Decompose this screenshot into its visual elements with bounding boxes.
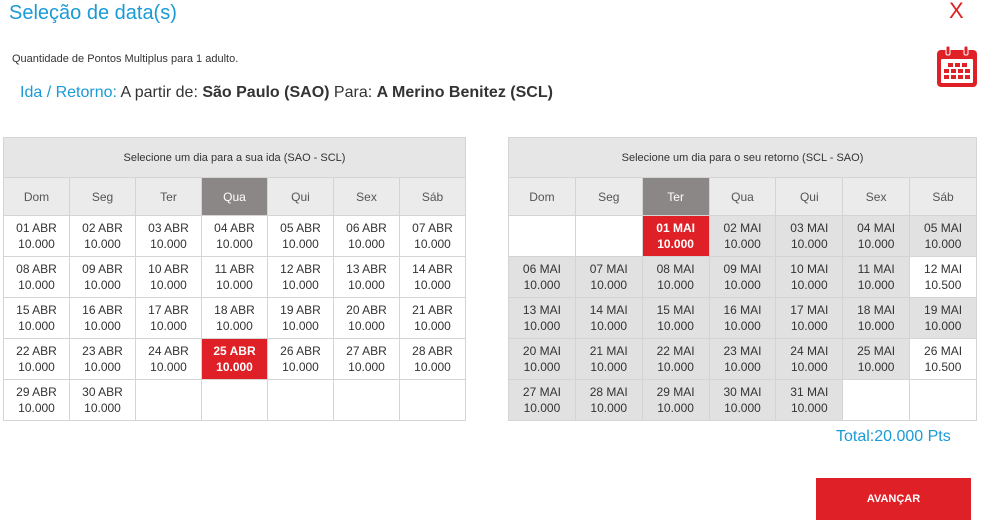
weekday-header: Ter: [642, 178, 709, 216]
day-points: 10.000: [724, 401, 761, 415]
day-cell[interactable]: [575, 298, 642, 339]
calendar-week-row: [4, 216, 466, 257]
day-cell[interactable]: [70, 339, 136, 380]
day-date: 04 MAI: [857, 221, 896, 235]
day-date: 06 MAI: [522, 262, 561, 276]
day-cell[interactable]: [400, 216, 466, 257]
day-cell[interactable]: [776, 380, 843, 421]
day-points: 10.000: [282, 319, 319, 333]
day-cell[interactable]: [70, 216, 136, 257]
day-date: 20 MAI: [522, 344, 561, 358]
weekday-row: [509, 178, 977, 216]
day-date: 19 ABR: [280, 303, 321, 317]
day-points: 10.000: [414, 237, 451, 251]
day-points: 10.000: [348, 237, 385, 251]
day-points: 10.000: [724, 360, 761, 374]
empty-day-cell: [509, 216, 576, 257]
day-cell[interactable]: [776, 339, 843, 380]
day-points: 10.000: [857, 237, 895, 251]
origin-city: São Paulo (SAO): [202, 84, 330, 101]
day-date: 21 ABR: [412, 303, 453, 317]
day-points: 10.000: [84, 401, 121, 415]
day-date: 28 MAI: [589, 385, 628, 399]
next-button[interactable]: AVANÇAR: [816, 478, 971, 520]
day-cell[interactable]: [575, 257, 642, 298]
day-points: 10.000: [216, 360, 253, 374]
calendar-week-row: [509, 380, 977, 421]
weekday-header: Qui: [268, 178, 334, 216]
day-date: 29 MAI: [656, 385, 695, 399]
day-date: 25 ABR: [213, 344, 256, 358]
day-points: 10.000: [282, 360, 319, 374]
day-points: 10.000: [84, 278, 121, 292]
route-summary: [20, 84, 553, 102]
day-points: 10.000: [657, 237, 694, 251]
day-date: 09 ABR: [82, 262, 123, 276]
day-cell[interactable]: [268, 298, 334, 339]
day-cell[interactable]: [268, 216, 334, 257]
empty-day-cell: [334, 380, 400, 421]
day-date: 27 ABR: [346, 344, 387, 358]
day-cell[interactable]: [202, 257, 268, 298]
day-cell[interactable]: [70, 380, 136, 421]
day-points: 10.000: [790, 237, 828, 251]
day-cell[interactable]: [400, 257, 466, 298]
day-cell[interactable]: [843, 298, 910, 339]
calendar-week-row: [509, 339, 977, 380]
day-date: 03 MAI: [790, 221, 829, 235]
return-calendar-heading: Selecione um dia para o seu retorno (SCL - SAO): [509, 138, 977, 178]
day-points: 10.000: [724, 319, 761, 333]
day-cell[interactable]: [4, 216, 70, 257]
day-points: 10.000: [924, 237, 962, 251]
day-points: 10.000: [348, 319, 385, 333]
day-cell[interactable]: [642, 298, 709, 339]
day-cell[interactable]: [709, 339, 776, 380]
day-date: 14 ABR: [412, 262, 453, 276]
day-cell[interactable]: [709, 216, 776, 257]
day-cell[interactable]: [334, 216, 400, 257]
day-date: 15 MAI: [656, 303, 695, 317]
day-date: 11 MAI: [857, 262, 895, 276]
day-points: 10.000: [857, 360, 895, 374]
day-points: 10.000: [790, 278, 828, 292]
day-points: 10.000: [414, 319, 451, 333]
day-date: 30 MAI: [723, 385, 762, 399]
day-date: 07 MAI: [589, 262, 628, 276]
day-cell[interactable]: [910, 298, 977, 339]
day-cell[interactable]: [4, 298, 70, 339]
day-date: 30 ABR: [82, 385, 123, 399]
day-date: 14 MAI: [589, 303, 628, 317]
day-date: 16 MAI: [723, 303, 762, 317]
day-date: 05 ABR: [280, 221, 321, 235]
weekday-header: Dom: [509, 178, 576, 216]
day-date: 26 MAI: [924, 344, 963, 358]
calendar-week-row: [509, 216, 977, 257]
route-type-label: Ida / Retorno:: [20, 84, 117, 101]
day-date: 29 ABR: [16, 385, 57, 399]
calendar-week-row: [509, 257, 977, 298]
day-date: 26 ABR: [280, 344, 321, 358]
day-cell[interactable]: [202, 298, 268, 339]
day-date: 18 ABR: [214, 303, 255, 317]
weekday-header: Dom: [4, 178, 70, 216]
day-date: 28 ABR: [412, 344, 453, 358]
weekday-header: Seg: [70, 178, 136, 216]
calendar-icon[interactable]: [936, 46, 978, 88]
selected-day-cell[interactable]: [642, 216, 709, 257]
day-points: 10.000: [150, 319, 187, 333]
day-points: 10.000: [657, 278, 694, 292]
day-date: 23 ABR: [82, 344, 123, 358]
day-date: 01 ABR: [16, 221, 57, 235]
day-cell[interactable]: [268, 339, 334, 380]
weekday-header: Qua: [709, 178, 776, 216]
weekday-row: [4, 178, 466, 216]
day-cell[interactable]: [910, 257, 977, 298]
day-cell[interactable]: [4, 380, 70, 421]
day-date: 13 MAI: [522, 303, 561, 317]
day-date: 18 MAI: [857, 303, 896, 317]
day-cell[interactable]: [509, 298, 576, 339]
day-cell[interactable]: [709, 298, 776, 339]
day-points: 10.000: [590, 401, 628, 415]
day-date: 31 MAI: [790, 385, 829, 399]
empty-day-cell: [843, 380, 910, 421]
empty-day-cell: [136, 380, 202, 421]
day-date: 11 ABR: [214, 262, 255, 276]
day-cell[interactable]: [642, 257, 709, 298]
day-points: 10.000: [657, 360, 694, 374]
day-date: 03 ABR: [148, 221, 189, 235]
day-cell[interactable]: [509, 380, 576, 421]
day-points: 10.000: [282, 278, 319, 292]
day-cell[interactable]: [70, 298, 136, 339]
day-points: 10.000: [414, 278, 451, 292]
day-cell[interactable]: [509, 257, 576, 298]
empty-day-cell: [202, 380, 268, 421]
day-cell[interactable]: [776, 216, 843, 257]
day-cell[interactable]: [910, 216, 977, 257]
day-date: 27 MAI: [522, 385, 561, 399]
destination-city: A Merino Benitez (SCL): [376, 84, 553, 101]
weekday-header: Sáb: [400, 178, 466, 216]
day-points: 10.000: [84, 360, 121, 374]
day-cell[interactable]: [709, 257, 776, 298]
empty-day-cell: [268, 380, 334, 421]
day-points: 10.000: [150, 237, 187, 251]
day-cell[interactable]: [910, 339, 977, 380]
day-points: 10.000: [857, 278, 895, 292]
day-points: 10.000: [857, 319, 895, 333]
outbound-calendar-heading: Selecione um dia para a sua ida (SAO - SCL): [4, 138, 466, 178]
weekday-header: Sáb: [910, 178, 977, 216]
day-date: 20 ABR: [346, 303, 387, 317]
day-points: 10.000: [523, 401, 561, 415]
day-points: 10.000: [18, 319, 55, 333]
day-cell[interactable]: [136, 339, 202, 380]
day-date: 21 MAI: [589, 344, 628, 358]
day-cell[interactable]: [136, 298, 202, 339]
day-date: 09 MAI: [723, 262, 762, 276]
day-date: 02 ABR: [82, 221, 123, 235]
day-points: 10.000: [523, 319, 561, 333]
day-date: 12 MAI: [924, 262, 963, 276]
day-points: 10.500: [924, 360, 962, 374]
day-cell[interactable]: [642, 380, 709, 421]
day-cell[interactable]: [575, 380, 642, 421]
day-cell[interactable]: [776, 257, 843, 298]
day-date: 10 ABR: [148, 262, 189, 276]
day-date: 17 ABR: [148, 303, 189, 317]
day-date: 06 ABR: [346, 221, 387, 235]
day-points: 10.000: [150, 360, 187, 374]
day-date: 23 MAI: [723, 344, 762, 358]
day-date: 05 MAI: [924, 221, 963, 235]
day-date: 22 MAI: [656, 344, 695, 358]
day-points: 10.000: [657, 319, 694, 333]
day-cell[interactable]: [4, 339, 70, 380]
day-date: 24 ABR: [148, 344, 189, 358]
day-points: 10.000: [790, 360, 828, 374]
day-points: 10.000: [590, 319, 628, 333]
day-points: 10.000: [348, 278, 385, 292]
day-cell[interactable]: [400, 298, 466, 339]
day-date: 25 MAI: [857, 344, 896, 358]
day-points: 10.000: [523, 360, 561, 374]
from-label: A partir de:: [120, 84, 198, 101]
total-points: Total:20.000 Pts: [836, 428, 951, 445]
weekday-header: Qua: [202, 178, 268, 216]
day-points: 10.500: [924, 278, 962, 292]
day-cell[interactable]: [776, 298, 843, 339]
day-cell[interactable]: [575, 339, 642, 380]
day-points: 10.000: [216, 237, 253, 251]
outbound-calendar: [3, 137, 466, 421]
day-points: 10.000: [414, 360, 451, 374]
day-date: 12 ABR: [280, 262, 321, 276]
weekday-header: Sex: [843, 178, 910, 216]
day-cell[interactable]: [843, 216, 910, 257]
weekday-header: Ter: [136, 178, 202, 216]
empty-day-cell: [400, 380, 466, 421]
day-points: 10.000: [657, 401, 694, 415]
day-points: 10.000: [84, 319, 121, 333]
weekday-header: Sex: [334, 178, 400, 216]
day-date: 02 MAI: [723, 221, 762, 235]
day-cell[interactable]: [334, 298, 400, 339]
calendar-week-row: [4, 298, 466, 339]
day-points: 10.000: [216, 278, 253, 292]
day-date: 22 ABR: [16, 344, 57, 358]
weekday-header: Seg: [575, 178, 642, 216]
day-points: 10.000: [282, 237, 319, 251]
calendar-week-row: [509, 298, 977, 339]
calendar-week-row: [4, 380, 466, 421]
weekday-header: Qui: [776, 178, 843, 216]
day-cell[interactable]: [268, 257, 334, 298]
day-date: 08 MAI: [656, 262, 695, 276]
points-subtitle: Quantidade de Pontos Multiplus para 1 adulto.: [12, 53, 239, 65]
day-date: 16 ABR: [82, 303, 123, 317]
day-date: 01 MAI: [656, 221, 695, 235]
day-date: 04 ABR: [214, 221, 255, 235]
day-points: 10.000: [18, 237, 55, 251]
day-points: 10.000: [724, 278, 761, 292]
day-cell[interactable]: [70, 257, 136, 298]
day-cell[interactable]: [136, 257, 202, 298]
day-points: 10.000: [150, 278, 187, 292]
day-points: 10.000: [790, 319, 828, 333]
day-points: 10.000: [590, 360, 628, 374]
close-icon[interactable]: X: [949, 0, 964, 23]
day-date: 17 MAI: [790, 303, 829, 317]
day-cell[interactable]: [843, 339, 910, 380]
return-calendar: [508, 137, 977, 421]
day-cell[interactable]: [843, 257, 910, 298]
day-cell[interactable]: [202, 216, 268, 257]
day-points: 10.000: [790, 401, 828, 415]
day-cell[interactable]: [509, 339, 576, 380]
day-date: 15 ABR: [16, 303, 57, 317]
day-points: 10.000: [216, 319, 253, 333]
dialog-title: Seleção de data(s): [9, 2, 177, 24]
to-label: Para:: [333, 84, 373, 101]
day-points: 10.000: [924, 319, 962, 333]
day-date: 13 ABR: [346, 262, 387, 276]
day-date: 19 MAI: [924, 303, 963, 317]
day-cell[interactable]: [4, 257, 70, 298]
day-points: 10.000: [348, 360, 385, 374]
calendar-week-row: [4, 339, 466, 380]
day-cell[interactable]: [334, 339, 400, 380]
calendar-week-row: [4, 257, 466, 298]
day-cell[interactable]: [709, 380, 776, 421]
day-points: 10.000: [523, 278, 561, 292]
day-date: 24 MAI: [790, 344, 829, 358]
day-date: 07 ABR: [412, 221, 453, 235]
day-cell[interactable]: [642, 339, 709, 380]
day-points: 10.000: [18, 360, 55, 374]
day-date: 10 MAI: [790, 262, 829, 276]
day-points: 10.000: [18, 278, 55, 292]
day-points: 10.000: [590, 278, 628, 292]
day-cell[interactable]: [334, 257, 400, 298]
return-days: [509, 216, 977, 421]
day-points: 10.000: [724, 237, 761, 251]
outbound-days: [4, 216, 466, 421]
day-points: 10.000: [18, 401, 55, 415]
empty-day-cell: [575, 216, 642, 257]
empty-day-cell: [910, 380, 977, 421]
day-cell[interactable]: [400, 339, 466, 380]
selected-day-cell[interactable]: [202, 339, 268, 380]
day-date: 08 ABR: [16, 262, 57, 276]
day-cell[interactable]: [136, 216, 202, 257]
day-points: 10.000: [84, 237, 121, 251]
